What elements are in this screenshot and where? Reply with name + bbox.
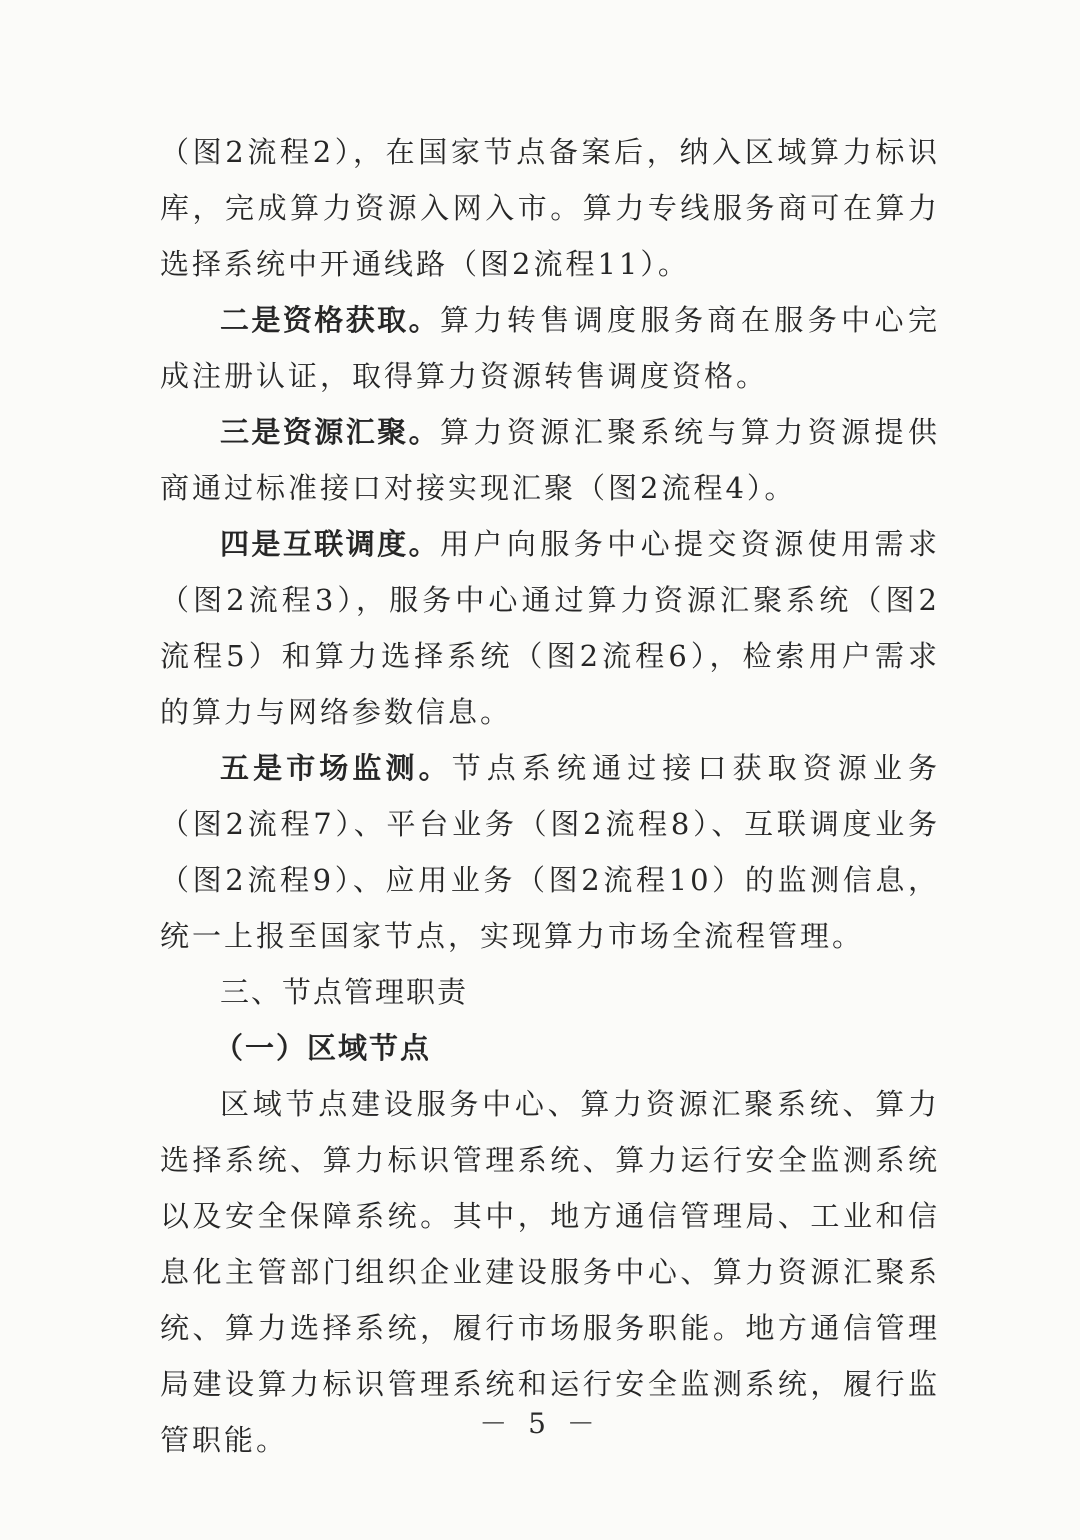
paragraph-lead: 二是资格获取。: [220, 303, 440, 337]
paragraph-lead: 四是互联调度。: [220, 527, 440, 561]
page-number: － 5 －: [479, 1407, 601, 1440]
paragraph-body: 用户向服务中心提交资源使用需求（图2流程3），服务中心通过算力资源汇聚系统（图2流程5）和算力选择系统（图2流程6），检索用户需求的算力与网络参数信息。: [160, 527, 940, 729]
paragraph-monitoring: [160, 740, 940, 964]
paragraph-qualification: [160, 292, 940, 404]
paragraph-body: 算力转售调度服务商在服务中心完成注册认证，取得算力资源转售调度资格。: [160, 303, 940, 393]
paragraph-regional-node: 区域节点建设服务中心、算力资源汇聚系统、算力选择系统、算力标识管理系统、算力运行安全监测系统以及安全保障系统。其中，地方通信管理局、工业和信息化主管部门组织企业建设服务中心、算力资源汇聚系统、算力选择系统，履行市场服务职能。地方通信管理局建设算力标识管理系统和运行安全监测系统，履行监管职能。: [160, 1087, 940, 1457]
subsection-heading: （一）区域节点: [214, 1031, 432, 1065]
paragraph-lead: 五是市场监测。: [220, 751, 452, 785]
section-heading: 三、节点管理职责: [220, 975, 469, 1009]
page-content: [160, 124, 940, 1468]
paragraph-lead: 三是资源汇聚。: [220, 415, 440, 449]
paragraph-aggregation: [160, 404, 940, 516]
paragraph-body: 节点系统通过接口获取资源业务（图2流程7）、平台业务（图2流程8）、互联调度业务（图2流程9）、应用业务（图2流程10）的监测信息，统一上报至国家节点，实现算力市场全流程管理。: [160, 751, 940, 953]
paragraph-continuation: （图2流程2），在国家节点备案后，纳入区域算力标识库，完成算力资源入网入市。算力专线服务商可在算力选择系统中开通线路（图2流程11）。: [160, 135, 940, 281]
paragraph-body: 算力资源汇聚系统与算力资源提供商通过标准接口对接实现汇聚（图2流程4）。: [160, 415, 940, 505]
paragraph-scheduling: [160, 516, 940, 740]
